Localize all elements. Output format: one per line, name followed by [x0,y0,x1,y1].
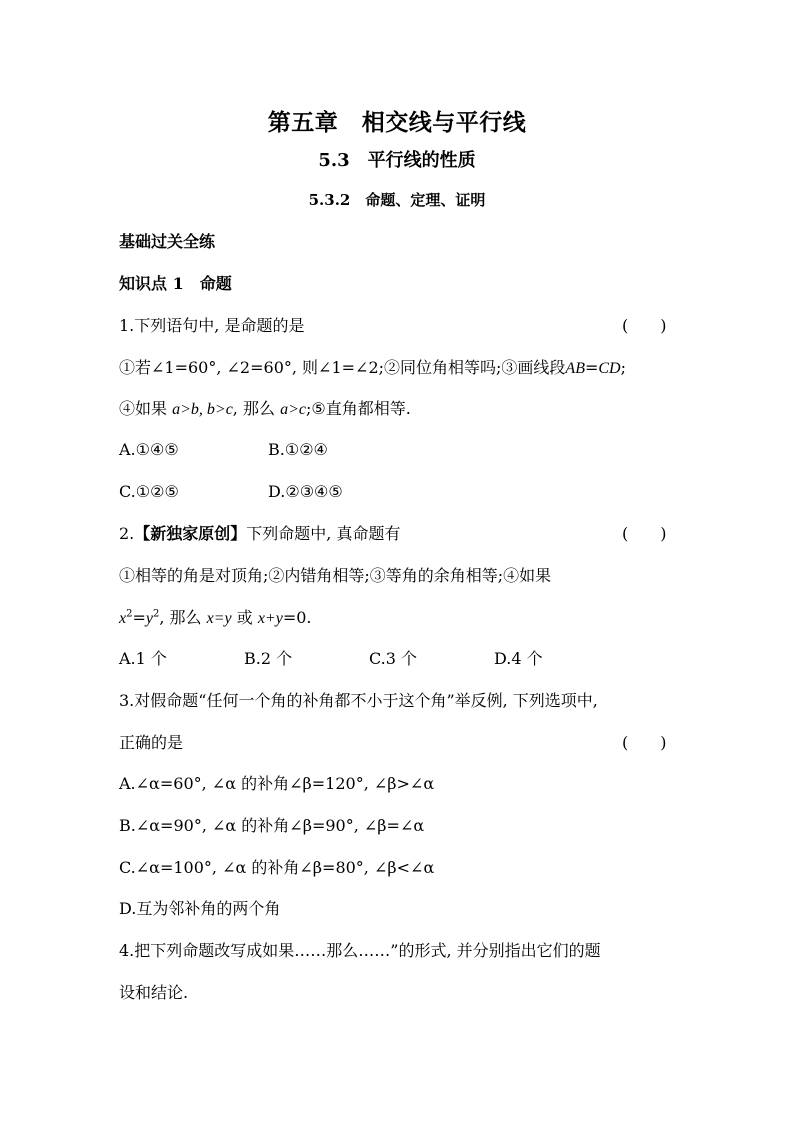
knowledge-point-heading: 知识点 1 命题 [119,274,232,293]
q2-original-tag: 【新独家原创】 [134,524,247,543]
q2-or: 或 [231,608,258,627]
q1-line2-expr2: a>c [280,401,306,418]
q2-tail: =0. [282,608,312,627]
q1-option-b: B.①②④ [268,440,328,459]
q2-expr2: x+y [257,610,283,627]
q3-stem-line2: 正确的是 [119,733,184,752]
q1-option-d: D.②③④⑤ [268,482,343,501]
q2-statements-line2 [119,607,312,630]
section-label: 基础过关全练 [119,232,216,251]
q4-stem-line2: 设和结论. [119,983,189,1002]
q3-option-a: A.∠α=60°, ∠α 的补角∠β=120°, ∠β>∠α [119,774,435,793]
q2-option-a: A.1 个 [119,649,167,668]
chapter-title: 第五章 相交线与平行线 [267,109,527,136]
section-title: 5.3 平行线的性质 [318,150,476,171]
q2-statements-line1: ①相等的角是对顶角;②内错角相等;③等角的余角相等;④如果 [119,566,552,585]
q1-line2-expr1: a>b, b>c [172,401,233,418]
q1-line1-text: ①若∠1=60°, ∠2=60°, 则∠1=∠2;②同位角相等吗;③画线段 [119,358,566,377]
q1-answer-bracket: ( ) [622,316,667,335]
q3-answer-bracket: ( ) [622,733,667,752]
q1-line1-end: ; [620,358,626,377]
q2-eq: = [132,608,146,627]
q2-number: 2. [119,524,135,543]
q1-statements-line2 [119,398,411,421]
q1-line1-cd: CD [598,360,621,377]
q2-x: x [119,610,127,627]
q1-line2-b: , 那么 [232,399,281,418]
q1-stem: 1.下列语句中, 是命题的是 [119,316,305,335]
q1-option-c: C.①②⑤ [119,482,179,501]
q2-expr1: x=y [206,610,232,627]
q3-option-c: C.∠α=100°, ∠α 的补角∠β=80°, ∠β<∠α [119,858,435,877]
q2-option-b: B.2 个 [244,649,293,668]
q1-line1-eq: = [584,358,599,377]
q3-option-b: B.∠α=90°, ∠α 的补角∠β=90°, ∠β=∠α [119,816,425,835]
q2-then: , 那么 [159,608,207,627]
q2-y: y [145,610,153,627]
q2-x-exponent: 2 [126,608,133,620]
q2-answer-bracket: ( ) [622,524,667,543]
q1-statements-line1 [119,357,626,380]
q2-stem-text: 下列命题中, 真命题有 [246,524,401,543]
q1-line2-a: ④如果 [119,399,173,418]
q3-stem-line1: 3.对假命题“任何一个角的补角都不小于这个角”举反例, 下列选项中, [119,691,598,710]
q1-line1-ab: AB [565,360,585,377]
q1-option-a: A.①④⑤ [119,440,179,459]
q2-option-d: D.4 个 [494,649,543,668]
q2-option-c: C.3 个 [369,649,418,668]
q2-stem [119,523,400,545]
q2-y-exponent: 2 [153,608,160,620]
q3-option-d: D.互为邻补角的两个角 [119,899,281,918]
subsection-title: 5.3.2 命题、定理、证明 [308,191,486,209]
q4-stem-line1: 4.把下列命题改写成如果……那么……”的形式, 并分别指出它们的题 [119,941,601,960]
q1-line2-c: ;⑤直角都相等. [305,399,411,418]
